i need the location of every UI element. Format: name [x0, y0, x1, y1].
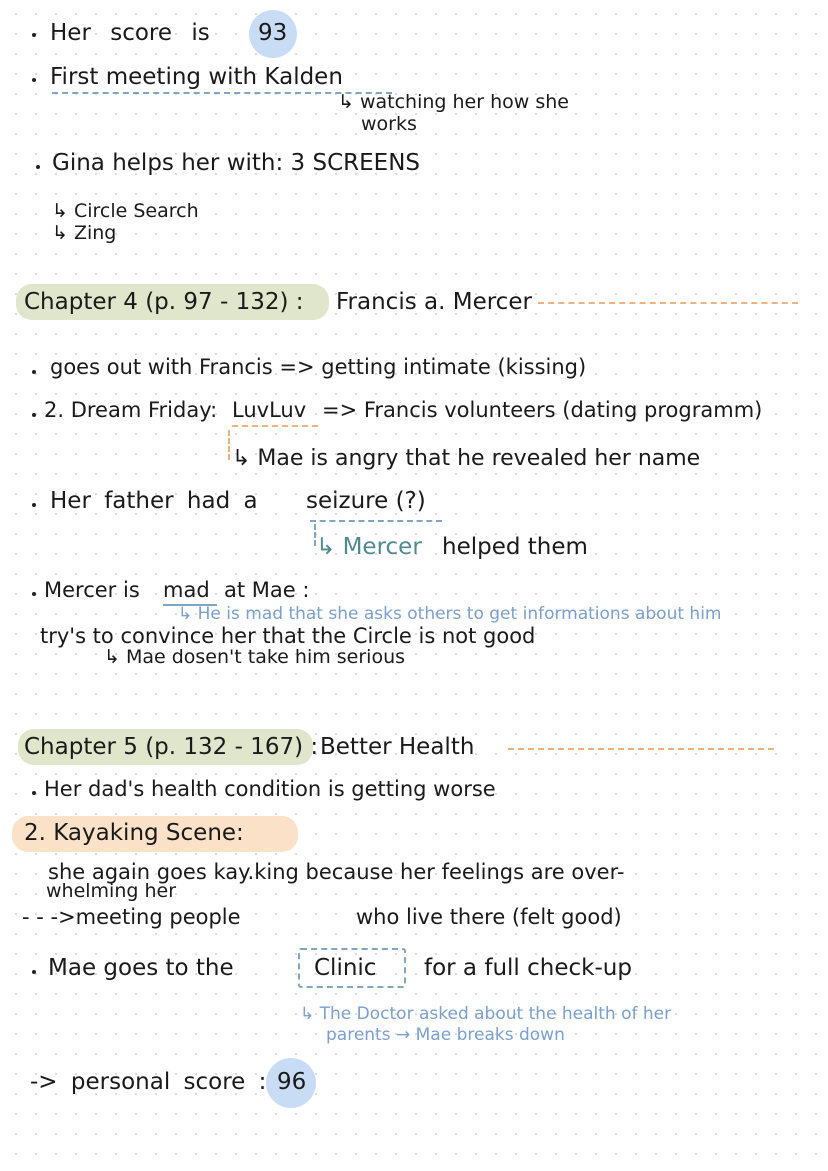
bullet	[32, 78, 36, 82]
mercer-helped-rest: helped them	[442, 534, 588, 560]
luvluv: LuvLuv	[232, 398, 307, 422]
bullet	[32, 370, 36, 374]
full-checkup: for a full check-up	[424, 955, 632, 981]
watching-line-2: works	[361, 113, 417, 135]
chapter4-dashed-line	[538, 302, 798, 304]
chapter4-heading: Chapter 4 (p. 97 - 132) :	[24, 289, 304, 315]
circle-search: ↳ Circle Search	[52, 200, 199, 222]
kayak-line-1: she again goes kay.king because her feelings are over-	[48, 860, 625, 884]
dream-friday: 2. Dream Friday:	[44, 398, 218, 422]
seizure: seizure (?)	[306, 488, 426, 514]
bullet	[32, 791, 36, 795]
mercer-is: Mercer is	[44, 578, 140, 602]
bullet	[32, 413, 36, 417]
kayaking-heading: 2. Kayaking Scene:	[24, 820, 244, 846]
gina-helps: Gina helps her with: 3 SCREENS	[52, 150, 421, 176]
he-is-mad: ↳ He is mad that she asks others to get informations about him	[178, 604, 722, 624]
mae-doesnt: ↳ Mae dosen't take him serious	[104, 646, 406, 668]
clinic-word: Clinic	[314, 955, 377, 981]
tries-to-convince: try's to convince her that the Circle is not good	[40, 624, 536, 648]
personal-score-value: 96	[277, 1069, 307, 1095]
who-live-there: who live there (felt good)	[356, 905, 622, 929]
score-label: Her score is	[50, 20, 210, 46]
dating-programm: => Francis volunteers (dating programm)	[322, 398, 763, 422]
score-value: 93	[258, 20, 288, 46]
bullet	[32, 503, 36, 507]
dashed-arrow	[228, 430, 230, 460]
bullet	[32, 970, 36, 974]
doctor-line-1: ↳ The Doctor asked about the health of her	[300, 1004, 672, 1024]
chapter5-heading: Chapter 5 (p. 132 - 167) :	[24, 734, 319, 760]
chapter5-dashed-line	[508, 748, 774, 750]
mae-angry: ↳ Mae is angry that he revealed her name	[232, 446, 701, 471]
chapter4-title: Francis a. Mercer	[336, 289, 532, 315]
meeting-people: - - ->meeting people	[22, 905, 241, 929]
chapter5-title: Better Health	[320, 734, 475, 760]
bullet	[32, 592, 36, 596]
zing: ↳ Zing	[52, 222, 117, 244]
bullet	[36, 165, 40, 169]
seizure-underline	[310, 520, 442, 522]
mercer-helped-name: ↳ Mercer	[316, 534, 422, 560]
at-mae: at Mae :	[224, 578, 310, 602]
first-meeting: First meeting with Kalden	[50, 64, 343, 90]
father-had: Her father had a	[50, 488, 258, 514]
goes-out: goes out with Francis => getting intimate (kissing)	[50, 355, 587, 379]
mad: mad	[163, 578, 210, 602]
luvluv-underline	[232, 425, 318, 427]
doctor-line-2: parents → Mae breaks down	[326, 1025, 565, 1045]
watching-line-1: ↳ watching her how she	[338, 91, 569, 113]
personal-score-label: -> personal score :	[30, 1069, 267, 1095]
dads-health: Her dad's health condition is getting worse	[44, 777, 496, 801]
bullet	[32, 33, 36, 37]
mae-goes-clinic: Mae goes to the	[48, 955, 234, 981]
kayak-line-2: whelming her	[46, 880, 177, 902]
